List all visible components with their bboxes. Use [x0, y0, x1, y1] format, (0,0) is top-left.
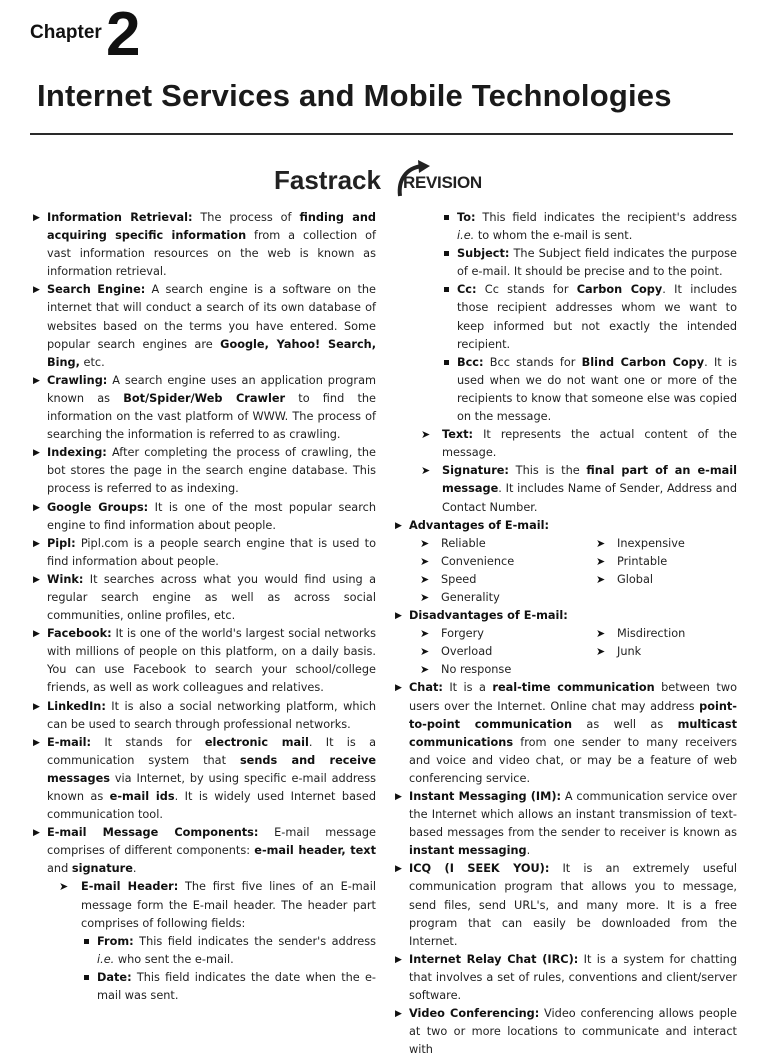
advantage-item: ➤ Global: [584, 571, 734, 589]
disadvantages-list: [392, 625, 737, 679]
arrow-bullet-icon: ➤: [420, 572, 430, 586]
list-item-email-components: ▶ E-mail Message Components: E-mail message comprises of different components: e-mail header, text and signature.: [33, 826, 376, 876]
triangle-bullet-icon: ▶: [395, 792, 402, 802]
triangle-bullet-icon: ▶: [33, 574, 40, 585]
field-item-to: To: This field indicates the recipient's address i.e. to whom the e-mail is sent.: [392, 209, 737, 245]
fastrack-word: Fastrack: [274, 165, 381, 195]
triangle-bullet-icon: ▶: [395, 520, 402, 531]
triangle-bullet-icon: ▶: [33, 502, 40, 513]
field-item-cc: Cc: Cc stands for Carbon Copy. It includes those recipient addresses whom we want to keep informed but not exactly the intended recipient.: [392, 281, 737, 353]
arrow-bullet-icon: ➤: [421, 464, 431, 478]
disadvantage-item: ➤ Overload: [408, 643, 584, 661]
list-item-linkedin: ▶ LinkedIn: It is also a social networking platform, which can be used to search through professional networks.: [33, 699, 376, 731]
disadvantage-item: ➤ Forgery: [408, 625, 584, 643]
arrow-bullet-icon: ➤: [59, 880, 69, 894]
square-bullet-icon: [84, 975, 89, 980]
advantage-item: ➤ Generality: [408, 589, 584, 607]
disadvantage-item: ➤ Junk: [584, 643, 734, 661]
list-item-wink: ▶ Wink: It searches across what you would find using a regular search engine as well as across social communities, online profiles, etc.: [33, 572, 376, 623]
disadvantage-item: ➤ No response: [408, 661, 584, 679]
arrow-bullet-icon: ➤: [596, 627, 606, 641]
advantages-list: [392, 535, 737, 607]
field-item-subject: Subject: The Subject field indicates the purpose of e-mail. It should be precise and to the point.: [392, 245, 737, 281]
triangle-bullet-icon: ▶: [33, 213, 40, 223]
sub-item-signature: ➤ Signature: This is the final part of an e-mail message. It includes Name of Sender, Address and Contact Number.: [421, 464, 738, 514]
advantage-item: ➤ Convenience: [408, 553, 584, 571]
triangle-bullet-icon: ▶: [33, 538, 40, 549]
triangle-bullet-icon: ▶: [33, 828, 40, 839]
field-item-from: From: This field indicates the sender's address i.e. who sent the e-mail.: [30, 933, 376, 969]
arrow-bullet-icon: ➤: [420, 627, 430, 641]
list-item-google-groups: ▶ Google Groups: It is one of the most popular search engine to find information about people.: [33, 500, 377, 532]
advantage-item: ➤ Inexpensive: [584, 535, 734, 553]
title-rule: [30, 133, 733, 135]
list-item-email: ▶ E-mail: It stands for electronic mail. It is a communication system that sends and receive messages via Internet, by using specific e-mail address known as e-mail ids. It is widely used Internet based communication tool.: [33, 735, 376, 822]
triangle-bullet-icon: ▶: [395, 1009, 402, 1020]
fastrack-revision-logo: [274, 160, 504, 200]
triangle-bullet-icon: ▶: [33, 448, 40, 459]
triangle-bullet-icon: ▶: [395, 864, 402, 875]
chapter-label: Chapter: [30, 22, 102, 43]
field-item-date: Date: This field indicates the date when the e-mail was sent.: [30, 969, 376, 1005]
triangle-bullet-icon: ▶: [395, 954, 402, 965]
arrow-bullet-icon: ➤: [420, 536, 430, 550]
list-item-indexing: ▶ Indexing: After completing the process of crawling, the bot stores the page in the search engine database. This process is referred to as indexing.: [33, 446, 376, 496]
triangle-bullet-icon: ▶: [33, 629, 40, 640]
field-item-bcc: Bcc: Bcc stands for Blind Carbon Copy. It is used when we do not want one or more of the recipients to know that someone else was copied on the message.: [392, 354, 737, 426]
left-column: [30, 209, 376, 1005]
arrow-bullet-icon: ➤: [421, 428, 431, 442]
list-item-information-retrieval: ▶ Information Retrieval: The process of finding and acquiring specific information from a collection of vast information resources on the web is known as information retrieval.: [33, 211, 376, 279]
list-item-facebook: ▶ Facebook: It is one of the world's largest social networks with millions of people on this platform, on a daily basis. You can use Facebook to search your school/college friends, as well as work colleagues and relatives.: [33, 627, 376, 695]
list-item-icq: ▶ ICQ (I SEEK YOU): It is an extremely useful communication program that allows you to message, send files, send URL's, and many more. It is a free program that can easily be downloaded from the Internet.: [395, 862, 737, 948]
right-column: [392, 209, 737, 1059]
arrow-bullet-icon: ➤: [596, 536, 606, 550]
arrow-bullet-icon: ➤: [420, 645, 430, 659]
triangle-bullet-icon: ▶: [395, 611, 402, 622]
list-item-video-conferencing: ▶ Video Conferencing: Video conferencing allows people at two or more locations to communicate and interact with: [395, 1007, 737, 1057]
list-item-advantages: ▶ Advantages of E-mail:: [392, 517, 737, 535]
chapter-number: 2: [106, 0, 141, 69]
square-bullet-icon: [444, 215, 449, 220]
list-item-chat: ▶ Chat: It is a real-time communication between two users over the Internet. Online chat may address point-to-point communication as well as multicast communications from one sender to many receivers and voice and video chat, or may be a feature of web conferencing service.: [395, 681, 737, 785]
list-item-search-engine: ▶ Search Engine: A search engine is a software on the internet that will conduct a search of its own database of websites based on the terms you have entered. Some popular search engines are Google, Yahoo! Search, Bing, etc.: [33, 283, 376, 369]
advantage-item: ➤ Reliable: [408, 535, 584, 553]
advantage-item: ➤ Speed: [408, 571, 584, 589]
list-item-instant-messaging: ▶ Instant Messaging (IM): A communication service over the Internet which allows an instant transmission of text-based messages from the sender to receiver is known as instant messaging.: [395, 790, 737, 858]
list-item-pipl: ▶ Pipl: Pipl.com is a people search engine that is used to find information about people.: [33, 536, 376, 568]
sub-item-email-header: ➤ E-mail Header: The first five lines of an E-mail message form the E-mail header. The header part comprises of following fields:: [59, 880, 376, 930]
arrow-bullet-icon: ➤: [596, 554, 606, 568]
triangle-bullet-icon: ▶: [395, 683, 402, 694]
triangle-bullet-icon: ▶: [33, 375, 40, 386]
square-bullet-icon: [444, 251, 449, 256]
disadvantage-item: ➤ Misdirection: [584, 625, 734, 643]
square-bullet-icon: [84, 939, 89, 944]
square-bullet-icon: [444, 287, 449, 292]
triangle-bullet-icon: ▶: [33, 737, 40, 748]
arrow-bullet-icon: ➤: [596, 645, 606, 659]
arrow-bullet-icon: ➤: [596, 572, 606, 586]
arrow-bullet-icon: ➤: [420, 663, 430, 677]
advantage-item: ➤ Printable: [584, 553, 734, 571]
list-item-disadvantages: ▶ Disadvantages of E-mail:: [392, 607, 737, 625]
revision-word: REVISION: [403, 173, 482, 192]
arrow-bullet-icon: ➤: [420, 554, 430, 568]
list-item-crawling: ▶ Crawling: A search engine uses an application program known as Bot/Spider/Web Crawler to find the information on the vast platform of WWW. The process of searching the information is referred to as crawling.: [33, 373, 376, 442]
triangle-bullet-icon: ▶: [33, 701, 40, 712]
list-item-irc: ▶ Internet Relay Chat (IRC): It is a system for chatting that involves a set of rules, conventions and client/server software.: [395, 952, 737, 1003]
sub-item-text: ➤ Text: It represents the actual content of the message.: [421, 428, 737, 460]
arrow-bullet-icon: ➤: [420, 590, 430, 604]
square-bullet-icon: [444, 360, 449, 365]
triangle-bullet-icon: ▶: [33, 285, 40, 296]
page-title: Internet Services and Mobile Technologies: [37, 78, 672, 113]
